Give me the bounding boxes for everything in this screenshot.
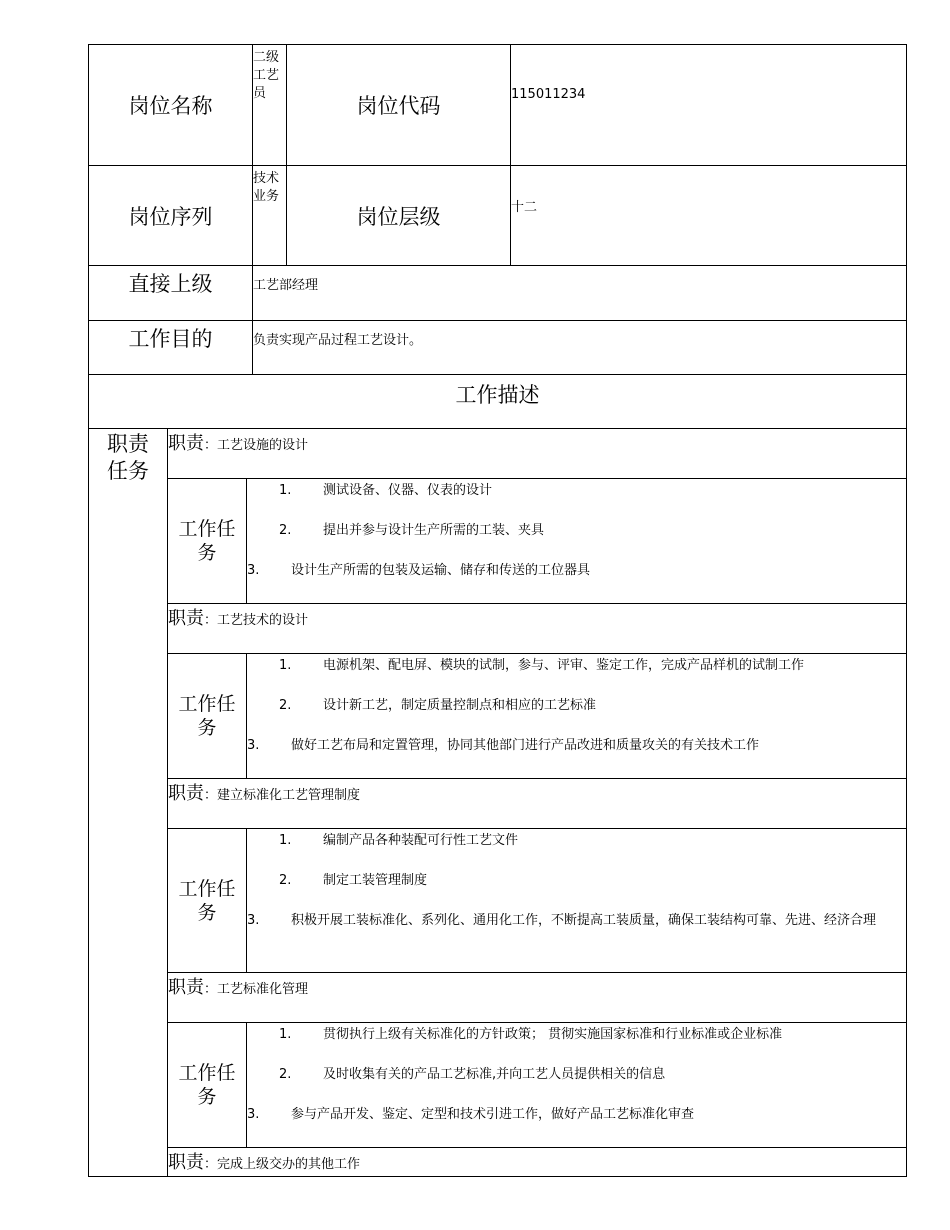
task-item: 1. 电源机架、配电屏、模块的试制，参与、评审、鉴定工作，完成产品样机的试制工作 — [279, 658, 805, 673]
task-list — [246, 828, 907, 973]
responsibility-prefix: 职责 — [168, 1152, 204, 1173]
task-item: 3. 做好工艺布局和定置管理，协同其他部门进行产品改进和质量攻关的有关技术工作 — [247, 738, 760, 753]
responsibility-title: ：工艺标准化管理 — [204, 982, 309, 997]
position-code-label: 岗位代码 — [286, 44, 511, 166]
work-description-title: 工作描述 — [88, 374, 907, 429]
task-item: 3. 积极开展工装标准化、系列化、通用化工作，不断提高工装质量，确保工装结构可靠、先进、经济合理 — [247, 913, 877, 928]
responsibility-title: ：建立标准化工艺管理制度 — [204, 788, 361, 803]
task-item: 2. 提出并参与设计生产所需的工装、夹具 — [279, 523, 545, 538]
position-level-value: 十二 — [510, 165, 907, 266]
position-series-value: 技术业务 — [252, 165, 287, 266]
responsibility-row — [167, 1147, 907, 1177]
task-item: 2. 设计新工艺，制定质量控制点和相应的工艺标准 — [279, 698, 597, 713]
task-item: 2. 及时收集有关的产品工艺标准,并向工艺人员提供相关的信息 — [279, 1067, 666, 1082]
job-description-form — [88, 44, 907, 1177]
responsibility-title: ：工艺技术的设计 — [204, 613, 309, 628]
responsibility-row — [167, 603, 907, 654]
work-task-label: 工作任务 — [167, 828, 247, 973]
direct-superior-label: 直接上级 — [88, 265, 253, 321]
task-item: 3. 参与产品开发、鉴定、定型和技术引进工作，做好产品工艺标准化审查 — [247, 1107, 695, 1122]
responsibility-prefix: 职责 — [168, 608, 204, 629]
responsibility-title: ：工艺设施的设计 — [204, 438, 309, 453]
responsibility-title: ：完成上级交办的其他工作 — [204, 1157, 361, 1172]
work-task-label: 工作任务 — [167, 653, 247, 779]
work-purpose-value: 负责实现产品过程工艺设计。 — [252, 320, 907, 375]
responsibility-prefix: 职责 — [168, 433, 204, 454]
task-item: 3. 设计生产所需的包装及运输、储存和传送的工位器具 — [247, 563, 591, 578]
task-item: 1. 测试设备、仪器、仪表的设计 — [279, 483, 493, 498]
responsibility-row — [167, 778, 907, 829]
work-task-label: 工作任务 — [167, 478, 247, 604]
task-item: 1. 编制产品各种装配可行性工艺文件 — [279, 833, 519, 848]
position-name-value: 二级工艺员 — [252, 44, 287, 166]
task-list — [246, 653, 907, 779]
task-item: 1. 贯彻执行上级有关标准化的方针政策； 贯彻实施国家标准和行业标准或企业标准 — [279, 1027, 783, 1042]
responsibility-row — [167, 972, 907, 1023]
duty-task-label: 职责任务 — [88, 428, 168, 1177]
work-purpose-label: 工作目的 — [88, 320, 253, 375]
work-task-label: 工作任务 — [167, 1022, 247, 1148]
task-list — [246, 1022, 907, 1148]
position-name-label: 岗位名称 — [88, 44, 253, 166]
position-level-label: 岗位层级 — [286, 165, 511, 266]
task-item: 2. 制定工装管理制度 — [279, 873, 428, 888]
direct-superior-value: 工艺部经理 — [252, 265, 907, 321]
responsibility-prefix: 职责 — [168, 783, 204, 804]
position-code-value: 115011234 — [510, 44, 907, 166]
responsibility-row — [167, 428, 907, 479]
task-list — [246, 478, 907, 604]
responsibility-prefix: 职责 — [168, 977, 204, 998]
position-series-label: 岗位序列 — [88, 165, 253, 266]
